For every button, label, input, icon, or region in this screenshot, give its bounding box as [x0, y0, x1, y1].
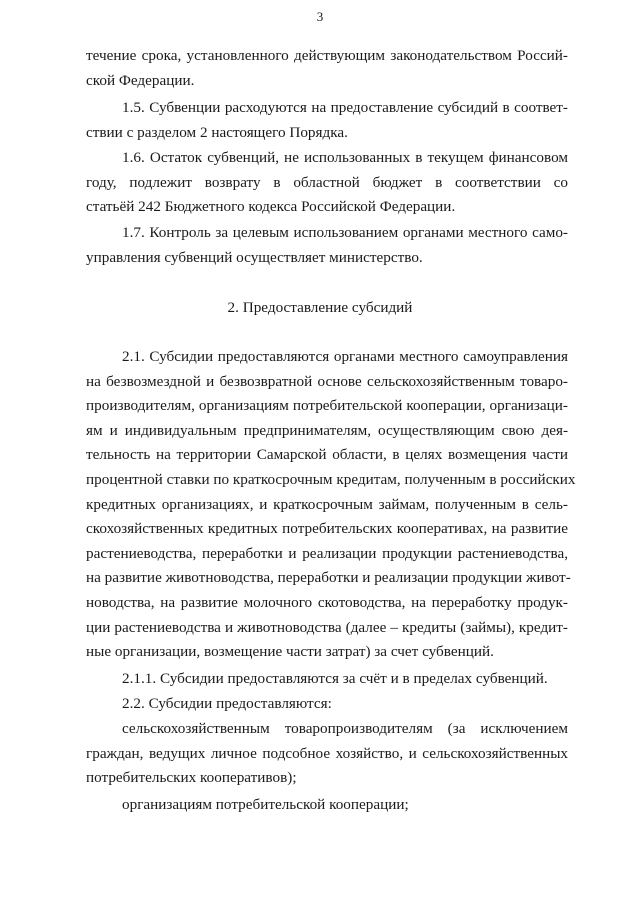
text-line: организациям потребительской кооперации;	[122, 796, 409, 813]
text-line: кредитных организациях, и краткосрочным займам, полученным в сель-	[86, 495, 568, 513]
text-line: на безвозмездной и безвозвратной основе сельскохозяйственным товаро-	[86, 372, 568, 390]
text-line: производителям, организациям потребительской кооперации, организаци-	[86, 397, 568, 415]
text-line: году, подлежит возврату в областной бюджет в соответствии со	[86, 173, 568, 191]
paragraph-1-6	[86, 146, 568, 220]
text-line: 1.5. Субвенции расходуются на предоставление субсидий в соответ-	[122, 99, 568, 116]
text-line: граждан, ведущих личное подсобное хозяйство, и сельскохозяйственных	[86, 744, 568, 762]
text-line: ствии с разделом 2 настоящего Порядка.	[86, 123, 348, 141]
text-line: потребительских кооперативов);	[86, 769, 297, 787]
text-line: ные организации, возмещение части затрат) за счет субвенций.	[86, 643, 494, 661]
text-line: скохозяйственных кредитных потребительских кооперативах, на развитие	[86, 520, 568, 538]
text-line: растениеводства, переработки и реализации продукции растениеводства,	[86, 544, 568, 562]
text-line: 2.1.1. Субсидии предоставляются за счёт и в пределах субвенций.	[122, 670, 548, 687]
text-line: 1.6. Остаток субвенций, не использованных в текущем финансовом	[122, 149, 568, 166]
text-line: 1.7. Контроль за целевым использованием органами местного само-	[122, 224, 568, 241]
text-line: сельскохозяйственным товаропроизводителям (за исключением	[122, 720, 568, 737]
paragraph-2-1-1	[86, 667, 568, 692]
paragraph-1-7	[86, 221, 568, 270]
text-line: новодства, на развитие молочного скотоводства, на переработку продук-	[86, 593, 568, 611]
paragraph-2-1	[86, 345, 576, 665]
list-item-agri-producers	[86, 717, 568, 791]
text-line: ям и индивидуальным предпринимателям, осуществляющим свою дея-	[86, 421, 568, 439]
section-heading: 2. Предоставление субсидий	[227, 299, 413, 316]
text-line: течение срока, установленного действующим законодательством Россий-	[86, 47, 568, 64]
paragraph-2-2	[86, 692, 568, 717]
text-line: ской Федерации.	[86, 71, 195, 89]
page-number: 3	[316, 9, 324, 24]
text-line: тельность на территории Самарской области, в целях возмещения части	[86, 446, 568, 464]
paragraph-continuation	[86, 44, 568, 93]
text-line: на развитие животноводства, переработки и реализации продукции живот-	[86, 569, 571, 587]
paragraph-1-5	[86, 96, 568, 145]
text-line: ции растениеводства и животноводства (далее – кредиты (займы), кредит-	[86, 618, 568, 636]
text-line: статьёй 242 Бюджетного кодекса Российской Федерации.	[86, 198, 456, 216]
list-item-consumer-coops	[86, 793, 568, 818]
text-line: 2.2. Субсидии предоставляются:	[122, 695, 332, 712]
text-line: 2.1. Субсидии предоставляются органами местного самоуправления	[122, 348, 568, 365]
text-line: управления субвенций осуществляет министерство.	[86, 248, 423, 266]
text-line: процентной ставки по краткосрочным кредитам, полученным в российских	[86, 470, 576, 488]
